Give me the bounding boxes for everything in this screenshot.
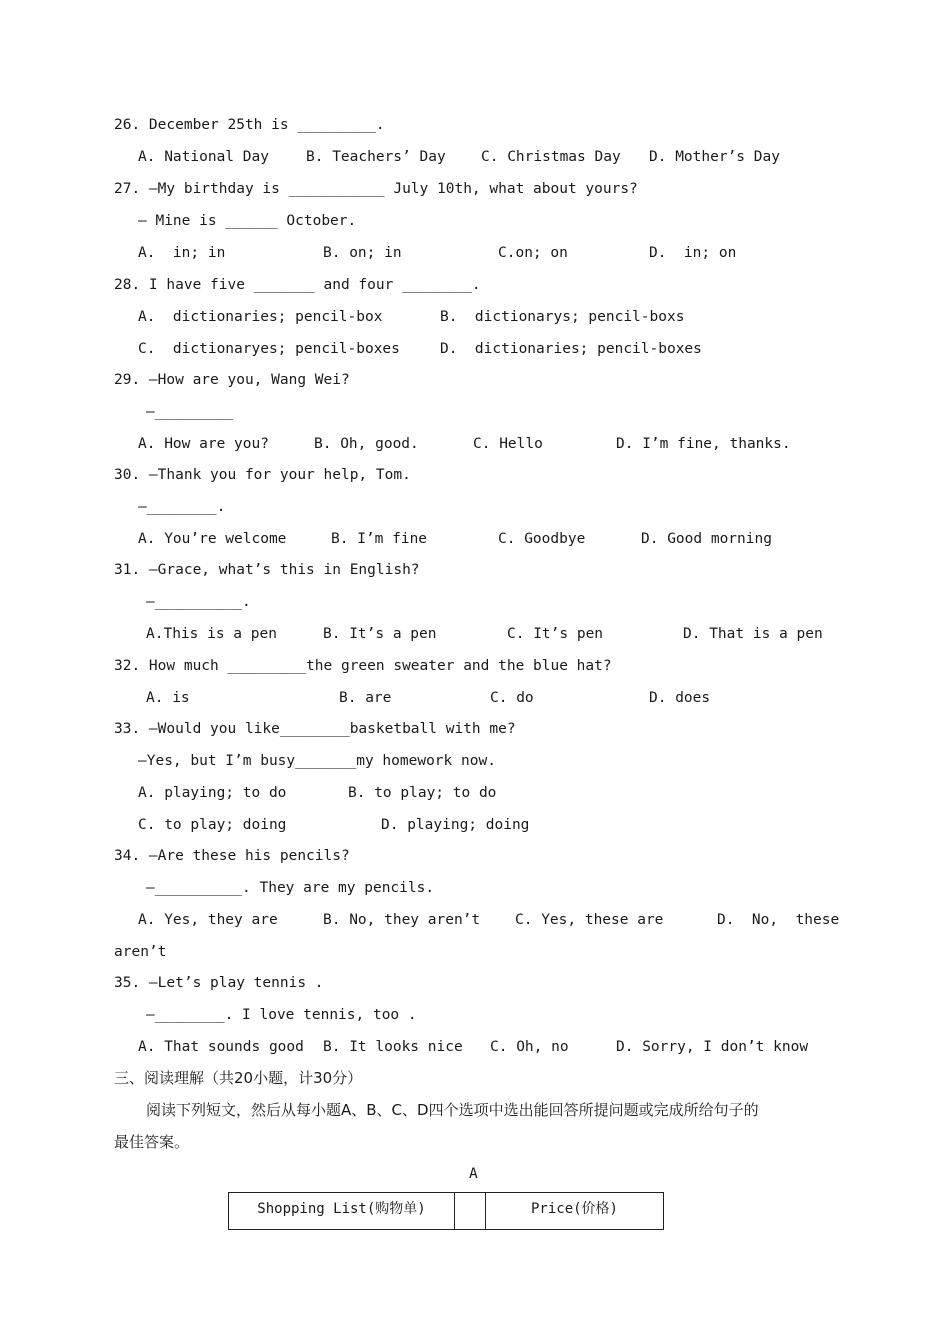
q31-option-a: A.This is a pen (146, 626, 277, 642)
q31-stem: 31. —Grace, what’s this in English? (114, 562, 420, 578)
q33-option-a: A. playing; to do (138, 785, 287, 801)
q30-reply: —________. (138, 499, 226, 515)
q29-option-c: C. Hello (473, 436, 543, 452)
q30-option-b: B. I’m fine (331, 531, 428, 547)
q31-reply: —__________. (146, 594, 251, 610)
q26-option-a: A. National Day (138, 149, 269, 165)
q34-option-d-continued: aren’t (114, 944, 167, 960)
q28-stem: 28. I have five _______ and four ________. (114, 277, 481, 293)
section-heading: 三、阅读理解（共20小题，计30分） (114, 1069, 363, 1087)
q35-option-a: A. That sounds good (138, 1039, 304, 1055)
q29-option-a: A. How are you? (138, 436, 269, 452)
q27-option-d: D. in; on (649, 245, 737, 261)
q28-option-c: C. dictionaryes; pencil-boxes (138, 341, 400, 357)
q33-reply: —Yes, but I’m busy_______my homework now. (138, 753, 496, 769)
q29-reply: —_________ (146, 404, 234, 420)
q32-option-c: C. do (490, 690, 534, 706)
q32-option-a: A. is (146, 690, 190, 706)
q30-option-a: A. You’re welcome (138, 531, 287, 547)
q26-stem: 26. December 25th is _________. (114, 117, 385, 133)
q33-option-d: D. playing; doing (381, 817, 530, 833)
q27-option-b: B. on; in (323, 245, 402, 261)
q29-option-d: D. I’m fine, thanks. (616, 436, 791, 452)
price-header: Price(价格) (486, 1193, 664, 1230)
q28-option-a: A. dictionaries; pencil-box (138, 309, 383, 325)
q35-option-d: D. Sorry, I don’t know (616, 1039, 809, 1055)
q32-option-b: B. are (339, 690, 392, 706)
q30-option-d: D. Good morning (641, 531, 772, 547)
passage-label: A (469, 1166, 478, 1182)
q27-reply: — Mine is ______ October. (138, 213, 357, 229)
section-instruction-line1: 阅读下列短文，然后从每小题A、B、C、D四个选项中选出能回答所提问题或完成所给句子的 (146, 1101, 759, 1119)
q26-option-b: B. Teachers’ Day (306, 149, 446, 165)
q35-reply: —________. I love tennis, too . (146, 1007, 417, 1023)
q35-option-c: C. Oh, no (490, 1039, 569, 1055)
shopping-list-table (228, 1192, 664, 1230)
q31-option-c: C. It’s pen (507, 626, 604, 642)
q30-stem: 30. —Thank you for your help, Tom. (114, 467, 411, 483)
q31-option-d: D. That is a pen (683, 626, 823, 642)
q29-stem: 29. —How are you, Wang Wei? (114, 372, 350, 388)
q34-option-a: A. Yes, they are (138, 912, 278, 928)
q35-option-b: B. It looks nice (323, 1039, 463, 1055)
q34-reply: —__________. They are my pencils. (146, 880, 435, 896)
table-row (229, 1193, 664, 1230)
empty-header-cell (455, 1193, 486, 1230)
q26-option-d: D. Mother’s Day (649, 149, 780, 165)
q26-option-c: C. Christmas Day (481, 149, 621, 165)
section-instruction-line2: 最佳答案。 (114, 1133, 190, 1151)
q27-option-a: A. in; in (138, 245, 226, 261)
q28-option-b: B. dictionarys; pencil-boxs (440, 309, 685, 325)
q30-option-c: C. Goodbye (498, 531, 586, 547)
q32-stem: 32. How much _________the green sweater and the blue hat? (114, 658, 612, 674)
q32-option-d: D. does (649, 690, 711, 706)
q33-stem: 33. —Would you like________basketball with me? (114, 721, 516, 737)
q33-option-b: B. to play; to do (348, 785, 497, 801)
q33-option-c: C. to play; doing (138, 817, 287, 833)
q29-option-b: B. Oh, good. (314, 436, 419, 452)
q34-option-b: B. No, they aren’t (323, 912, 481, 928)
q27-option-c: C.on; on (498, 245, 568, 261)
q35-stem: 35. —Let’s play tennis . (114, 975, 324, 991)
q27-stem: 27. —My birthday is ___________ July 10th, what about yours? (114, 181, 638, 197)
q31-option-b: B. It’s a pen (323, 626, 437, 642)
q34-option-c: C. Yes, these are (515, 912, 664, 928)
shopping-list-header: Shopping List(购物单) (229, 1193, 455, 1230)
q34-stem: 34. —Are these his pencils? (114, 848, 350, 864)
q28-option-d: D. dictionaries; pencil-boxes (440, 341, 702, 357)
q34-option-d: D. No, these (717, 912, 840, 928)
